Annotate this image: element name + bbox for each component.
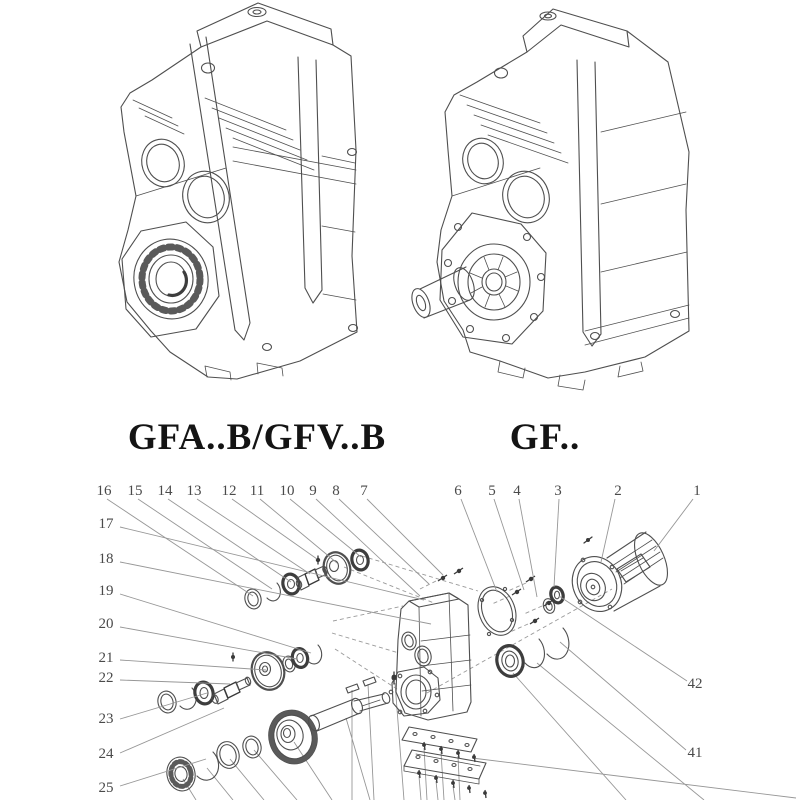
callout-number-25: 25 — [98, 780, 114, 796]
callout-leader-17 — [120, 527, 424, 600]
callout-number-4: 4 — [513, 483, 521, 499]
callout-number-1: 1 — [693, 483, 701, 499]
callout-leader-1 — [654, 499, 693, 551]
housing — [389, 593, 486, 784]
callout-number-10: 10 — [279, 483, 295, 499]
second-stage-assembly — [155, 645, 321, 715]
bolts — [392, 568, 553, 798]
callout-leader-14 — [168, 499, 291, 582]
callout-leader-22 — [120, 680, 230, 684]
callout-leader-2 — [601, 499, 615, 562]
callout-number-6: 6 — [454, 483, 462, 499]
callout-number-16: 16 — [96, 483, 112, 499]
callout-number-8: 8 — [332, 483, 340, 499]
callout-number-19: 19 — [98, 583, 114, 599]
callout-leader-42 — [559, 596, 687, 681]
callout-number-22: 22 — [98, 670, 114, 686]
caption-right: GF.. — [509, 417, 581, 458]
gearbox-right-drawing — [408, 9, 689, 390]
callout-number-11: 11 — [249, 483, 265, 499]
cutoff-leaders — [183, 663, 796, 800]
callout-leader-5 — [494, 499, 524, 590]
callout-leader-21 — [120, 660, 266, 670]
callout-leader-13 — [197, 499, 310, 574]
callout-leader-8 — [339, 499, 429, 584]
gearbox-left-drawing — [119, 3, 358, 380]
exploded-view — [97, 483, 797, 800]
output-stage-assembly — [164, 672, 397, 794]
callout-number-23: 23 — [98, 711, 114, 727]
callout-number-12: 12 — [221, 483, 237, 499]
callout-number-42: 42 — [687, 676, 703, 692]
callout-number-20: 20 — [98, 616, 114, 632]
callout-number-5: 5 — [488, 483, 496, 499]
callout-leader-7 — [367, 499, 443, 575]
callout-number-21: 21 — [98, 650, 114, 666]
callout-number-3: 3 — [554, 483, 562, 499]
callout-leader-16 — [107, 499, 253, 596]
callout-leader-20 — [120, 627, 297, 659]
callout-number-18: 18 — [98, 551, 114, 567]
callout-leader-6 — [461, 499, 497, 592]
callout-number-2: 2 — [614, 483, 622, 499]
dashed-axes — [332, 556, 612, 693]
callouts-layer — [97, 483, 703, 796]
callout-number-41: 41 — [687, 745, 703, 761]
callout-number-14: 14 — [157, 483, 173, 499]
input-shaft-assembly — [243, 548, 371, 610]
callout-number-15: 15 — [127, 483, 143, 499]
callout-number-17: 17 — [98, 516, 114, 532]
callout-number-7: 7 — [360, 483, 368, 499]
callout-leader-3 — [554, 499, 559, 587]
callout-number-24: 24 — [98, 746, 114, 762]
callout-number-9: 9 — [309, 483, 317, 499]
motor — [541, 528, 674, 619]
callout-leader-11 — [260, 499, 337, 563]
caption-left: GFA..B/GFV..B — [127, 417, 387, 458]
callout-number-13: 13 — [186, 483, 202, 499]
